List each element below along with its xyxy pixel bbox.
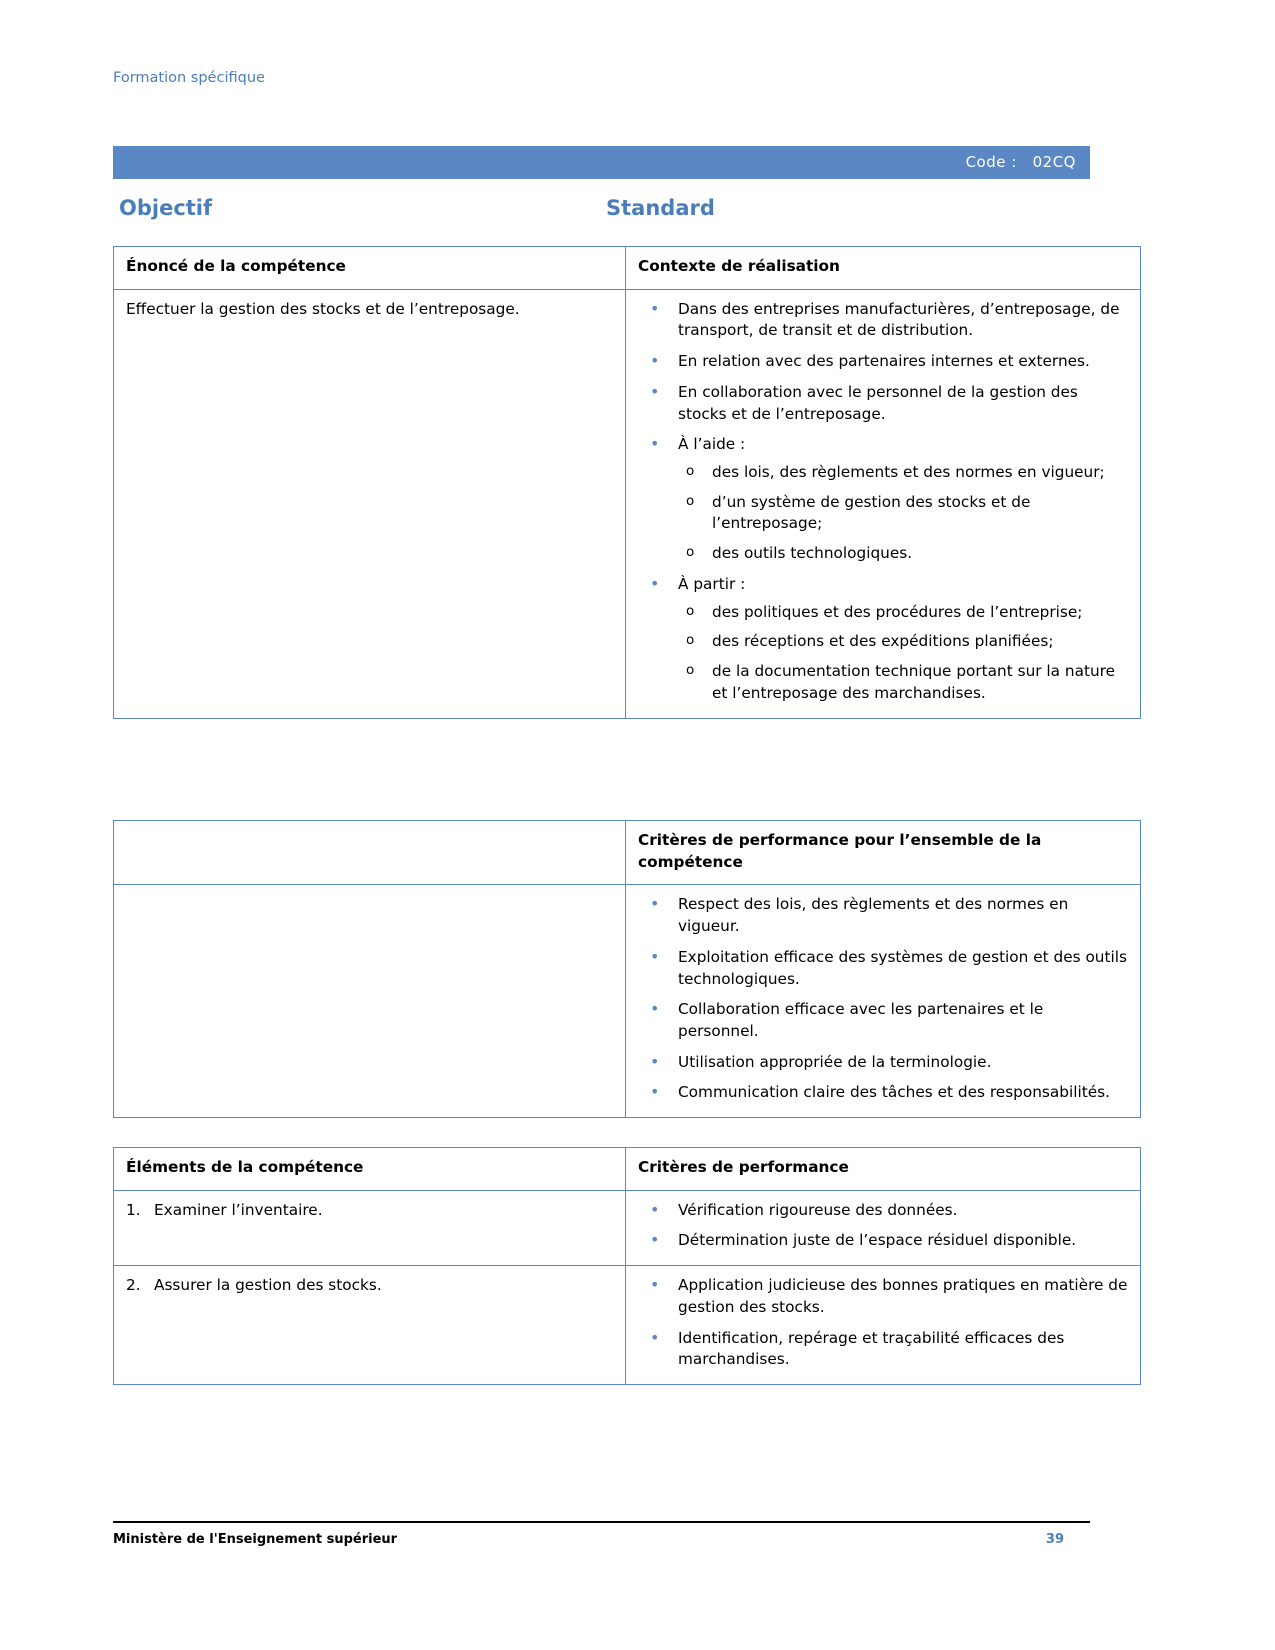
sub-list	[678, 602, 1128, 705]
criteria-cell	[626, 1266, 1141, 1385]
heading-standard: Standard	[606, 196, 715, 220]
bullet-text: En collaboration avec le personnel de la gestion des stocks et de l’entreposage.	[678, 382, 1078, 423]
header-criteres: Critères de performance	[626, 1148, 1141, 1191]
item-number: 1.	[126, 1200, 141, 1219]
table-header-row	[114, 247, 1141, 290]
table-header-row	[114, 1148, 1141, 1191]
criteres-ensemble-body	[626, 885, 1141, 1118]
bullet-text: En relation avec des partenaires internes et externes.	[678, 352, 1090, 371]
list-item: • Détermination juste de l’espace résiduel disponible.	[638, 1230, 1128, 1252]
list-item: • Respect des lois, des règlements et des normes en vigueur.	[638, 894, 1128, 937]
bullet-text: À l’aide :	[678, 435, 746, 454]
list-item	[638, 299, 1128, 342]
list-item: • Application judicieuse des bonnes pratiques en matière de gestion des stocks.	[638, 1275, 1128, 1318]
sub-list-item: o des politiques et des procédures de l’entreprise;	[678, 602, 1128, 624]
code-banner	[113, 146, 1090, 179]
item-text: Examiner l’inventaire.	[154, 1200, 323, 1219]
list-item	[638, 382, 1128, 425]
header-elements: Éléments de la compétence	[114, 1148, 626, 1191]
bullet-text: Dans des entreprises manufacturières, d’entreposage, de transport, de transit et de distribution.	[678, 299, 1120, 340]
list-item	[638, 574, 1128, 705]
table-row	[114, 1190, 1141, 1265]
table-body-row	[114, 885, 1141, 1118]
code-label: Code :	[965, 153, 1017, 171]
header-empty	[114, 821, 626, 885]
list-item	[638, 351, 1128, 373]
criteres-bullet-list	[638, 894, 1128, 1104]
code-banner-text	[966, 153, 1076, 171]
criteria-bullet-list	[638, 1275, 1128, 1371]
enonce-body: Effectuer la gestion des stocks et de l’entreposage.	[114, 289, 626, 718]
list-item: • Vérification rigoureuse des données.	[638, 1200, 1128, 1222]
table-body-row	[114, 289, 1141, 718]
item-number: 2.	[126, 1276, 141, 1295]
item-text: Assurer la gestion des stocks.	[154, 1276, 382, 1295]
table-header-row	[114, 821, 1141, 885]
list-item	[638, 434, 1128, 565]
numbered-item	[126, 1200, 613, 1222]
sub-list	[678, 462, 1128, 565]
numbered-item	[126, 1275, 613, 1297]
footer-divider	[113, 1521, 1090, 1523]
elements-criteria-table	[113, 1147, 1141, 1385]
code-value: 02CQ	[1032, 153, 1076, 171]
page-number: 39	[1045, 1532, 1064, 1547]
bullet-text: À partir :	[678, 574, 746, 593]
competency-statement-table	[113, 246, 1141, 719]
header-contexte: Contexte de réalisation	[626, 247, 1141, 290]
contexte-bullet-list	[638, 299, 1128, 705]
list-item: • Exploitation efficace des systèmes de gestion et des outils technologiques.	[638, 947, 1128, 990]
overall-criteria-table	[113, 820, 1141, 1118]
table-row	[114, 1266, 1141, 1385]
header-enonce: Énoncé de la compétence	[114, 247, 626, 290]
element-cell	[114, 1266, 626, 1385]
sub-list-item: o de la documentation technique portant sur la nature et l’entreposage des marchandises.	[678, 661, 1128, 704]
header-criteres-ensemble: Critères de performance pour l’ensemble de la compétence	[626, 821, 1141, 885]
list-item: • Utilisation appropriée de la terminologie.	[638, 1052, 1128, 1074]
list-item: • Collaboration efficace avec les partenaires et le personnel.	[638, 999, 1128, 1042]
empty-body	[114, 885, 626, 1118]
criteria-bullet-list	[638, 1200, 1128, 1252]
contexte-body	[626, 289, 1141, 718]
footer-ministry: Ministère de l'Enseignement supérieur	[113, 1532, 398, 1547]
sub-list-item: o des lois, des règlements et des normes en vigueur;	[678, 462, 1128, 484]
column-headings	[113, 196, 1090, 232]
list-item: • Communication claire des tâches et des responsabilités.	[638, 1082, 1128, 1104]
element-cell	[114, 1190, 626, 1265]
sub-list-item: o des réceptions et des expéditions planifiées;	[678, 631, 1128, 653]
list-item: • Identification, repérage et traçabilité efficaces des marchandises.	[638, 1328, 1128, 1371]
sub-list-item: o des outils technologiques.	[678, 543, 1128, 565]
sub-list-item: o d’un système de gestion des stocks et de l’entreposage;	[678, 492, 1128, 535]
running-header: Formation spécifique	[113, 70, 265, 86]
criteria-cell	[626, 1190, 1141, 1265]
heading-objectif: Objectif	[119, 196, 213, 220]
